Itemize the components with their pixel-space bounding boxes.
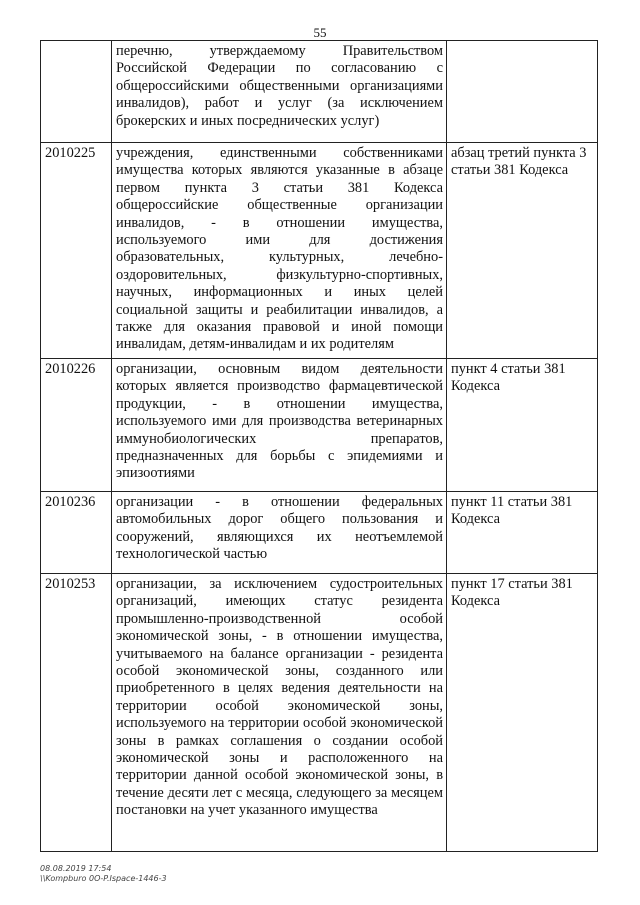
tax-benefit-table — [40, 40, 598, 852]
print-timestamp: 08.08.2019 17:54 — [40, 864, 112, 873]
benefit-code: 2010225 — [41, 143, 112, 359]
legal-reference — [447, 41, 598, 143]
file-path: \\Kompburo 0O-P.Ispace-1446-3 — [40, 874, 167, 883]
page-number: 55 — [313, 25, 327, 40]
benefit-description: организации, основным видом деятельности которых является производство фармацевтической продукции, - в отношении имущества, используемого ими для производства ветеринарных иммунобиологических препаратов, предназначенных для борьбы с эпидемиями и эпизоотиями — [112, 359, 447, 492]
benefit-description: организации, за исключением судостроительных организаций, имеющих статус резидента промышленно-производственной особой экономической зоны, - в отношении имущества, учитываемого на балансе организации - резидента особой экономической зоны, созданного или приобретенного в целях ведения деятельности на территории особой экономической зоны, используемого на территории особой экономической зоны в рамках соглашения о создании особой экономической зоны и расположенного на территории данной особой экономической зоны, в течение десяти лет с месяца, следующего за месяцем постановки на учет указанного имущества — [112, 574, 447, 852]
document-footer — [40, 864, 167, 884]
legal-reference: пункт 17 статьи 381 Кодекса — [447, 574, 598, 852]
table-row — [41, 492, 598, 574]
benefit-code: 2010253 — [41, 574, 112, 852]
benefit-description: организации - в отношении федеральных автомобильных дорог общего пользования и сооружений, являющихся их неотъемлемой технологической частью — [112, 492, 447, 574]
benefit-code: 2010236 — [41, 492, 112, 574]
benefit-description: перечню, утверждаемому Правительством Российской Федерации по согласованию с общероссийскими общественными организациями инвалидов), работ и услуг (за исключением брокерских и иных посреднических услуг) — [112, 41, 447, 143]
legal-reference: пункт 4 статьи 381 Кодекса — [447, 359, 598, 492]
benefit-code: 2010226 — [41, 359, 112, 492]
table-row — [41, 143, 598, 359]
benefit-code — [41, 41, 112, 143]
legal-reference: пункт 11 статьи 381 Кодекса — [447, 492, 598, 574]
legal-reference: абзац третий пункта 3 статьи 381 Кодекса — [447, 143, 598, 359]
table-row — [41, 359, 598, 492]
table-row — [41, 41, 598, 143]
table-row — [41, 574, 598, 852]
benefit-description: учреждения, единственными собственниками имущества которых являются указанные в абзаце первом пункта 3 статьи 381 Кодекса общероссийские общественные организации инвалидов, - в отношении имущества, используемого ими для достижения образовательных, культурных, лечебно-оздоровительных, физкультурно-спортивных, научных, информационных и иных целей социальной защиты и реабилитации инвалидов, а также для оказания правовой и иной помощи инвалидам, детям-инвалидам и их родителям — [112, 143, 447, 359]
